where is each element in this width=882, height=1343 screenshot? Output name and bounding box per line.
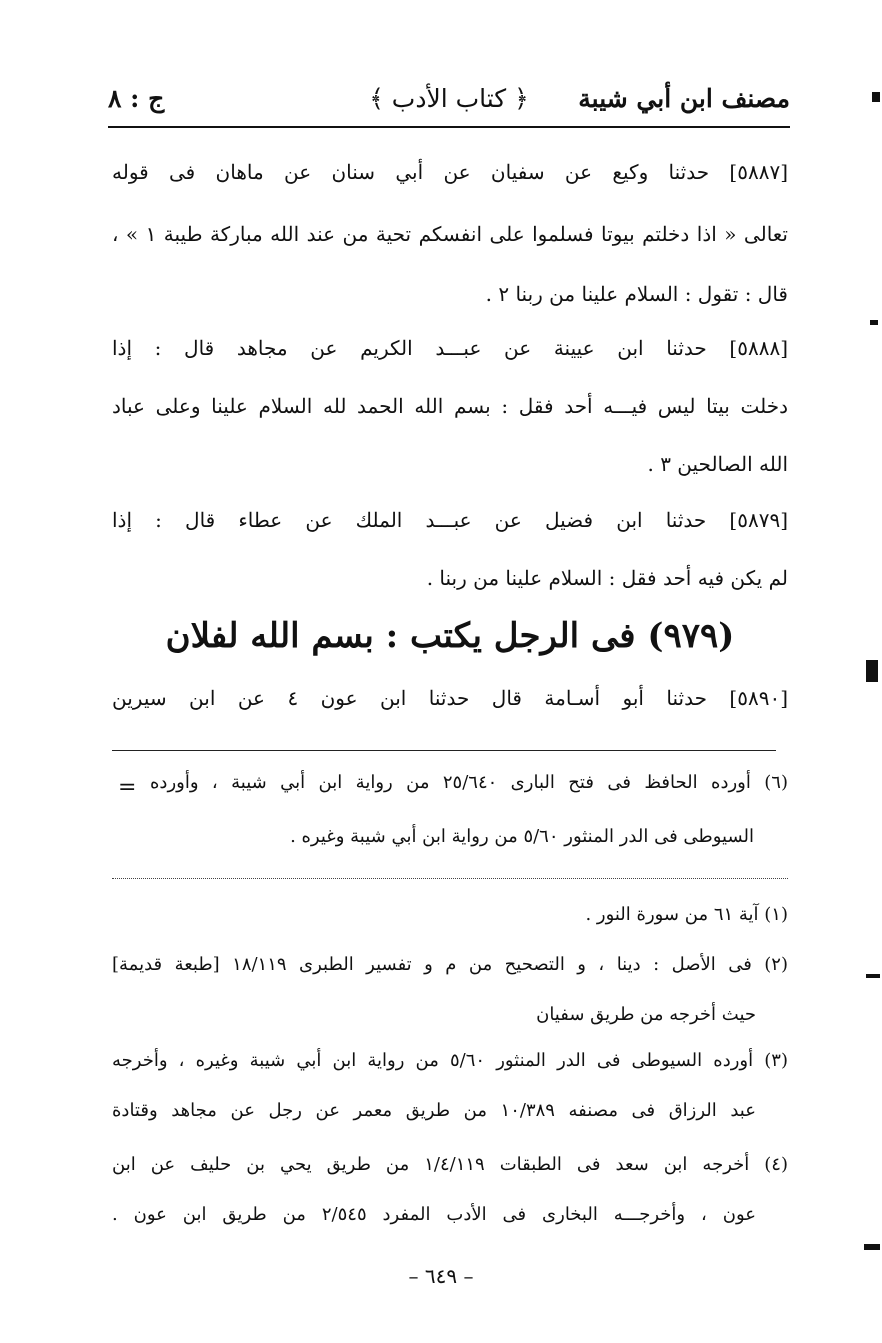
body-line: قال : تقول : السلام علينا من ربنا ٢ .: [485, 282, 788, 306]
scan-speck: [866, 660, 878, 682]
footnote-divider: [112, 750, 776, 751]
body-line: [٥٨٨٨] حدثنا ابن عيينة عن عبـــد الكريم عن مجاهد قال : إذا: [112, 336, 788, 360]
header-divider: [108, 126, 790, 128]
footnote-line: عون ، وأخرجـــه البخارى فى الأدب المفرد ٢/٥٤٥ من طريق ابن عون .: [112, 1204, 756, 1225]
footnote-line: حيث أخرجه من طريق سفيان: [536, 1004, 756, 1025]
body-line: الله الصالحين ٣ .: [647, 452, 788, 476]
footnote-line: (٣) أورده السيوطى فى الدر المنثور ٥/٦٠ من رواية ابن أبي شيبة وغيره ، وأخرجه: [112, 1050, 788, 1071]
volume-number: ج : ٨: [108, 84, 165, 113]
continued-footnote-line: السيوطى فى الدر المنثور ٥/٦٠ من رواية ابن أبي شيبة وغيره .: [290, 826, 754, 847]
footnote-line: عبد الرزاق فى مصنفه ١٠/٣٨٩ من طريق معمر عن رجل عن مجاهد وقتادة: [112, 1100, 756, 1121]
running-header: [108, 78, 790, 124]
footnote-line: (٢) فى الأصل : دينا ، و التصحيح من م و تفسير الطبرى ١٨/١١٩ [طبعة قديمة]: [112, 954, 788, 975]
continued-footnote-line: (٦) أورده الحافظ فى فتح البارى ٢٥/٦٤٠ من رواية ابن أبي شيبة ، وأورده: [150, 772, 788, 793]
chapter-heading: (٩٧٩) فى الرجل يكتب : بسم الله لفلان: [165, 616, 735, 656]
scan-speck: [866, 974, 880, 978]
footnote-line: (٤) أخرجه ابن سعد فى الطبقات ١/٤/١١٩ من طريق يحي بن حليف عن ابن: [112, 1154, 788, 1175]
footnote-separator: [112, 878, 788, 879]
body-line: لم يكن فيه أحد فقل : السلام علينا من ربنا .: [426, 566, 788, 590]
body-line: تعالى « اذا دخلتم بيوتا فسلموا على انفسكم تحية من عند الله مباركة طيبة ١ » ،: [112, 222, 789, 246]
body-line: [٥٨٧٩] حدثنا ابن فضيل عن عبـــد الملك عن عطاء قال : إذا: [112, 508, 788, 532]
scan-speck: [870, 320, 878, 325]
book-title: مصنف ابن أبي شيبة: [578, 84, 790, 113]
scan-speck: [864, 1244, 880, 1250]
body-line: [٥٨٨٧] حدثنا وكيع عن سفيان عن أبي سنان عن ماهان فى قوله: [112, 160, 788, 184]
section-title: ﴿ كتاب الأدب ﴾: [369, 84, 529, 113]
page-number: – ٦٤٩ –: [408, 1264, 474, 1288]
continuation-mark: =: [118, 775, 137, 800]
scan-speck: [872, 92, 880, 102]
body-line: دخلت بيتا ليس فيـــه أحد فقل : بسم الله الحمد لله السلام علينا وعلى عباد: [112, 394, 788, 418]
body-line: [٥٨٩٠] حدثنا أبو أسـامة قال حدثنا ابن عون ٤ عن ابن سيرين: [112, 686, 789, 710]
footnote-line: (١) آية ٦١ من سورة النور .: [585, 904, 788, 925]
